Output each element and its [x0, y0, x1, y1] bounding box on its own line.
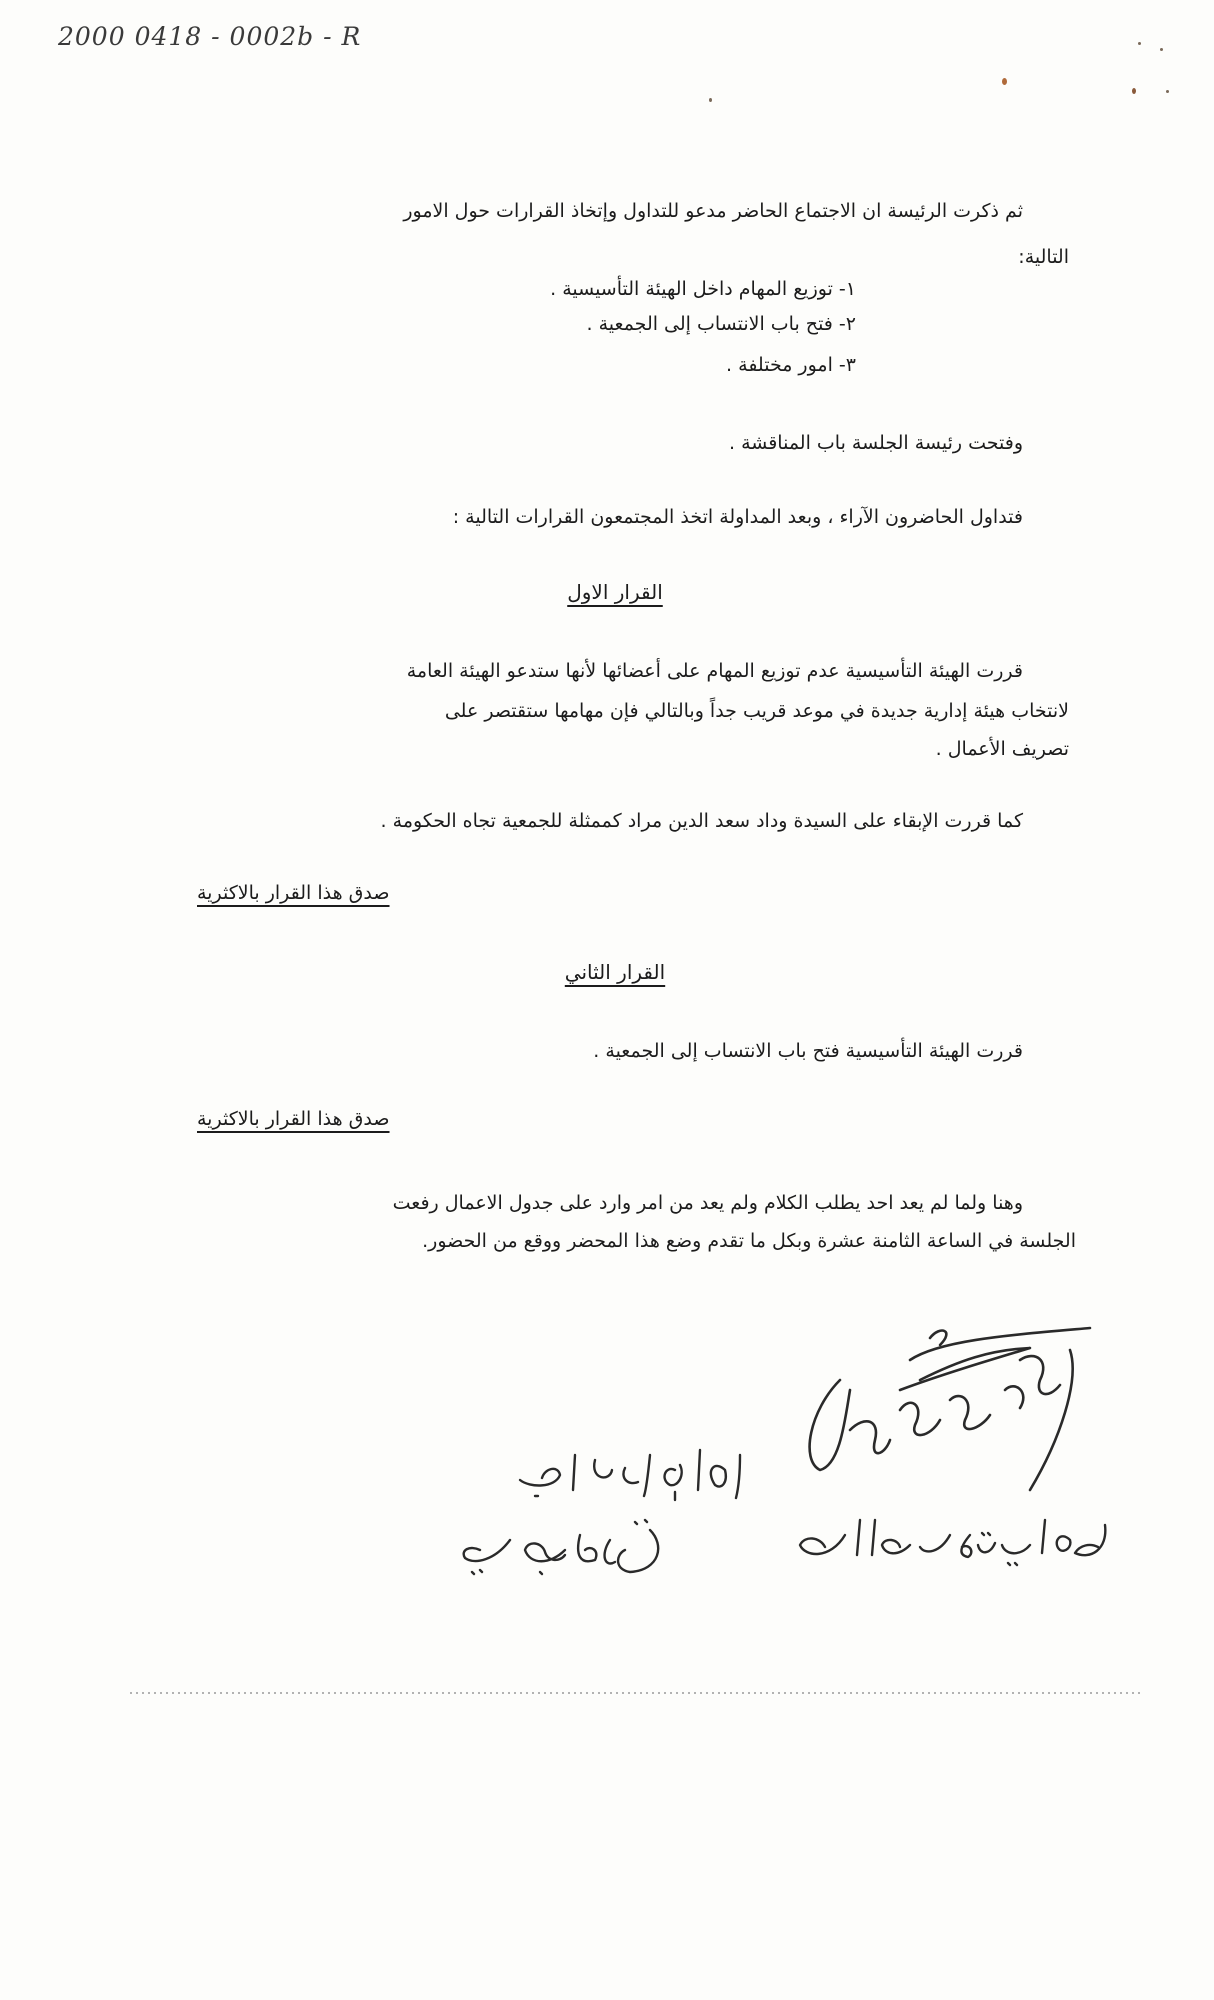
scan-bottom-edge	[130, 1690, 1140, 1696]
first-resolution-line-1: قررت الهيئة التأسيسية عدم توزيع المهام على أعضائها لأنها ستدعو الهيئة العامة	[406, 660, 1023, 682]
signature-naqia-berri	[450, 1510, 680, 1585]
agenda-item-1: ١- توزيع المهام داخل الهيئة التأسيسية .	[550, 278, 856, 300]
closing-line-2: الجلسة في الساعة الثامنة عشرة وبكل ما تقدم وضع هذا المحضر ووقع من الحضور.	[422, 1230, 1076, 1252]
scan-speck	[1160, 48, 1163, 51]
second-resolution-approval: صدق هذا القرار بالاكثرية	[197, 1108, 390, 1130]
agenda-item-2: ٢- فتح باب الانتساب إلى الجمعية .	[586, 313, 856, 335]
signature-naqia-berri-drawing	[450, 1510, 680, 1585]
signature-scribble-drawing	[790, 1320, 1100, 1510]
first-resolution-line-2: لانتخاب هيئة إدارية جديدة في موعد قريب جداً وبالتالي فإن مهامها ستقتصر على	[444, 700, 1069, 722]
scan-speck	[1132, 88, 1136, 94]
signature-odette-adib-drawing	[500, 1430, 760, 1510]
intro-line-1: ثم ذكرت الرئيسة ان الاجتماع الحاضر مدعو للتداول وإتخاذ القرارات حول الامور	[403, 200, 1023, 222]
agenda-item-3: ٣- امور مختلفة .	[726, 354, 856, 376]
signature-scribble	[790, 1320, 1100, 1510]
discussion-opened: وفتحت رئيسة الجلسة باب المناقشة .	[729, 432, 1023, 454]
signature-odette-adib	[500, 1430, 760, 1510]
first-resolution-line-3: تصريف الأعمال .	[935, 738, 1069, 760]
closing-line-1: وهنا ولما لم يعد احد يطلب الكلام ولم يعد من امر وارد على جدول الاعمال رفعت	[392, 1192, 1023, 1214]
scan-speck	[709, 98, 712, 102]
first-resolution-approval: صدق هذا القرار بالاكثرية	[197, 882, 390, 904]
first-resolution-heading: القرار الاول	[567, 580, 663, 604]
scan-speck	[1002, 78, 1007, 85]
signature-juliette-atallah-drawing	[790, 1505, 1120, 1575]
intro-line-2: التالية:	[1018, 246, 1069, 268]
first-resolution-representative: كما قررت الإبقاء على السيدة وداد سعد الدين مراد كممثلة للجمعية تجاه الحكومة .	[380, 810, 1023, 832]
second-resolution-text: قررت الهيئة التأسيسية فتح باب الانتساب إلى الجمعية .	[593, 1040, 1023, 1062]
second-resolution-heading: القرار الثاني	[564, 960, 666, 984]
document-reference-number: 2000 0418 - 0002b - R	[58, 22, 362, 51]
signature-juliette-atallah	[790, 1505, 1120, 1575]
scan-speck	[1166, 90, 1169, 93]
scan-speck	[1138, 42, 1141, 45]
deliberation-line: فتداول الحاضرون الآراء ، وبعد المداولة اتخذ المجتمعون القرارات التالية :	[452, 506, 1023, 528]
